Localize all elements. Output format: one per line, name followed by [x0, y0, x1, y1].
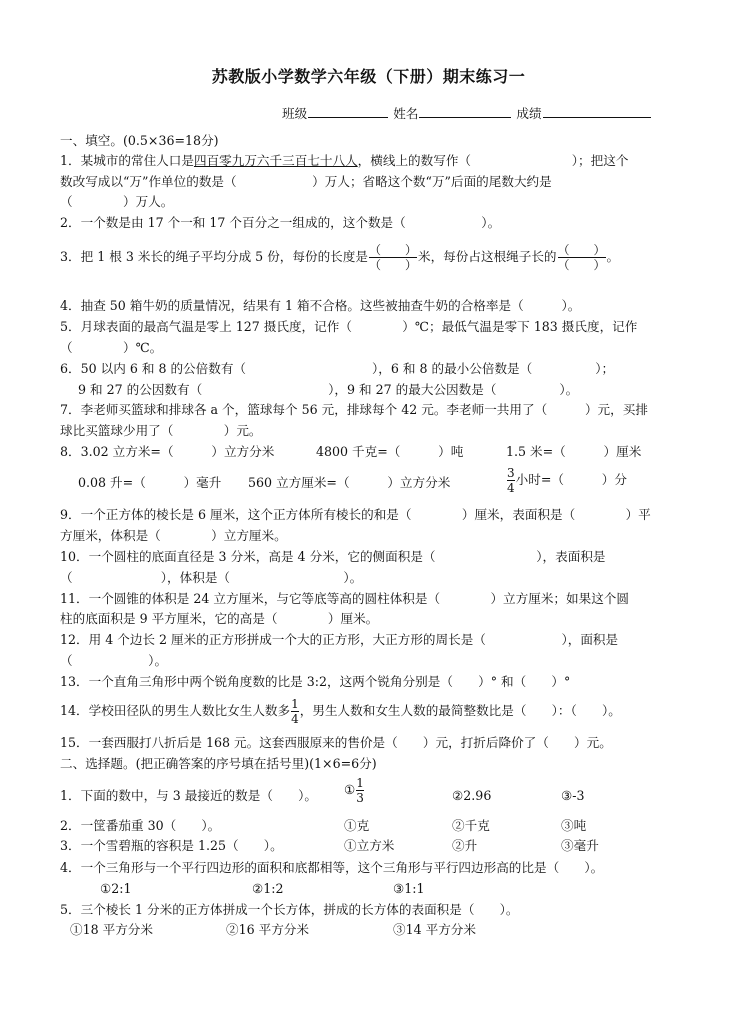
fraction-one-quarter: $\frac{1}{4}$ — [291, 697, 299, 726]
score-blank[interactable] — [543, 105, 651, 118]
name-blank[interactable] — [419, 105, 511, 118]
question-4: 4．抽查 50 箱牛奶的质量情况，结果有 1 箱不合格。这些被抽查牛奶的合格率是（ ）。 — [60, 298, 581, 313]
question-1-line-2: 数改写成以“万”作单位的数是（ ）万人；省略这个数“万”后面的尾数大约是 — [60, 174, 552, 189]
question-1-line-1: 1．某城市的常住人口是四百零九万六千三百七十八人，横线上的数写作（ ）；把这个 — [60, 153, 629, 168]
fraction-three-quarters: $\frac{3}{4}$ — [507, 466, 515, 495]
question-12-line-1: 12．用 4 个边长 2 厘米的正方形拼成一个大的正方形，大正方形的周长是（ ），面积是 — [60, 632, 619, 647]
question-12-line-2: （ ）。 — [60, 653, 168, 668]
question-7-line-2: 球比买篮球少用了（ ）元。 — [60, 423, 262, 438]
question-13: 13．一个直角三角形中两个锐角度数的比是 3:2，这两个锐角分别是（ ）° 和（ ）° — [60, 674, 571, 689]
question-9-line-1: 9．一个正方体的棱长是 6 厘米，这个正方体所有棱长的和是（ ）厘米，表面积是（ ）平 — [60, 507, 651, 522]
question-8-item-3: 1.5 米=（ ）厘米 — [506, 444, 642, 459]
fraction-one-third: $\frac{1}{3}$ — [356, 776, 364, 805]
choice-2-option-1[interactable]: ①克 — [344, 818, 370, 833]
choice-4-option-1[interactable]: ①2:1 — [100, 881, 132, 896]
question-8-item-5: 560 立方厘米=（ ）立方分米 — [248, 475, 451, 490]
question-5-line-2: （ ）℃。 — [60, 340, 163, 355]
page-title: 苏教版小学数学六年级（下册）期末练习一 — [211, 67, 526, 86]
part2-heading: 二、选择题。(把正确答案的序号填在括号里)(1×6=6分) — [60, 756, 377, 771]
choice-1-option-2[interactable]: ②2.96 — [452, 788, 492, 803]
student-info-line — [282, 105, 652, 122]
underlined-number-words: 四百零九万六千三百七十八人 — [193, 153, 358, 168]
choice-4-option-3[interactable]: ③1:1 — [393, 881, 425, 896]
choice-2-stem: 2．一筐番茄重 30（ ）。 — [60, 818, 221, 833]
question-15: 15．一套西服打八折后是 168 元。这套西服原来的售价是（ ）元，打折后降价了（ ）元。 — [60, 735, 612, 750]
question-6-line-1: 6．50 以内 6 和 8 的公倍数有（ ），6 和 8 的最小公倍数是（ ）； — [60, 361, 615, 376]
choice-3-option-3[interactable]: ③毫升 — [561, 838, 599, 853]
fraction-blank-length[interactable]: （ ） （ ） — [368, 243, 417, 272]
question-5-line-1: 5．月球表面的最高气温是零上 127 摄氏度，记作（ ）℃；最低气温是零下 183 摄氏度，记作 — [60, 319, 638, 334]
choice-5-option-3[interactable]: ③14 平方分米 — [393, 922, 476, 937]
choice-1-option-3[interactable]: ③-3 — [561, 788, 585, 803]
question-10-line-2: （ ），体积是（ ）。 — [60, 570, 363, 585]
question-7-line-1: 7．李老师买篮球和排球各 a 个，篮球每个 56 元，排球每个 42 元。李老师一共用了（ ）元，买排 — [60, 402, 648, 417]
choice-3-option-2[interactable]: ②升 — [452, 838, 478, 853]
choice-5-option-2[interactable]: ②16 平方分米 — [226, 922, 309, 937]
choice-3-stem: 3．一个雪碧瓶的容积是 1.25（ ）。 — [60, 838, 283, 853]
question-1-line-3: （ ）万人。 — [60, 194, 174, 209]
question-6-line-2: 9 和 27 的公因数有（ ），9 和 27 的最大公因数是（ ）。 — [78, 382, 579, 397]
question-10-line-1: 10．一个圆柱的底面直径是 3 分米，高是 4 分米，它的侧面积是（ ），表面积是 — [60, 549, 606, 564]
score-label: 成绩 — [516, 106, 542, 121]
question-8-item-1: 8．3.02 立方米=（ ）立方分米 — [60, 444, 275, 459]
choice-1-option-1[interactable]: ① $\frac{1}{3}$ — [344, 776, 364, 805]
question-3: 3．把 1 根 3 米长的绳子平均分成 5 份，每份的长度是 （ ） （ ） 米，每份占这根绳子长的 （ ） （ ） 。 — [60, 243, 620, 272]
choice-2-option-2[interactable]: ②千克 — [452, 818, 490, 833]
question-9-line-2: 方厘米，体积是（ ）立方厘米。 — [60, 528, 287, 543]
choice-4-stem: 4．一个三角形与一个平行四边形的面积和底都相等，这个三角形与平行四边形高的比是（ ）。 — [60, 860, 604, 875]
question-11-line-2: 柱的底面积是 9 平方厘米，它的高是（ ）厘米。 — [60, 611, 379, 626]
question-2: 2．一个数是由 17 个一和 17 个百分之一组成的，这个数是（ ）。 — [60, 215, 501, 230]
question-11-line-1: 11．一个圆锥的体积是 24 立方厘米，与它等底等高的圆柱体积是（ ）立方厘米；如果这个圆 — [60, 591, 629, 606]
part1-heading: 一、填空。(0.5×36=18分) — [60, 133, 219, 148]
choice-1-stem: 1．下面的数中，与 3 最接近的数是（ ）。 — [60, 788, 318, 803]
question-8-item-4: 0.08 升=（ ）毫升 — [78, 475, 222, 490]
question-14: 14．学校田径队的男生人数比女生人数多 $\frac{1}{4}$ ，男生人数和女生人数的最简整数比是（ ）：（ ）。 — [60, 697, 621, 726]
class-blank[interactable] — [308, 105, 388, 118]
name-label: 姓名 — [393, 106, 419, 121]
choice-3-option-1[interactable]: ①立方米 — [344, 838, 395, 853]
choice-4-option-2[interactable]: ②1:2 — [252, 881, 284, 896]
class-label: 班级 — [282, 106, 308, 121]
choice-5-option-1[interactable]: ①18 平方分米 — [70, 922, 153, 937]
choice-2-option-3[interactable]: ③吨 — [561, 818, 587, 833]
fraction-blank-share[interactable]: （ ） （ ） — [557, 243, 606, 272]
question-8-item-2: 4800 千克=（ ）吨 — [316, 444, 464, 459]
choice-5-stem: 5．三个棱长 1 分米的正方体拼成一个长方体，拼成的长方体的表面积是（ ）。 — [60, 902, 519, 917]
question-8-item-6: $\frac{3}{4}$ 小时=（ ）分 — [507, 466, 627, 495]
